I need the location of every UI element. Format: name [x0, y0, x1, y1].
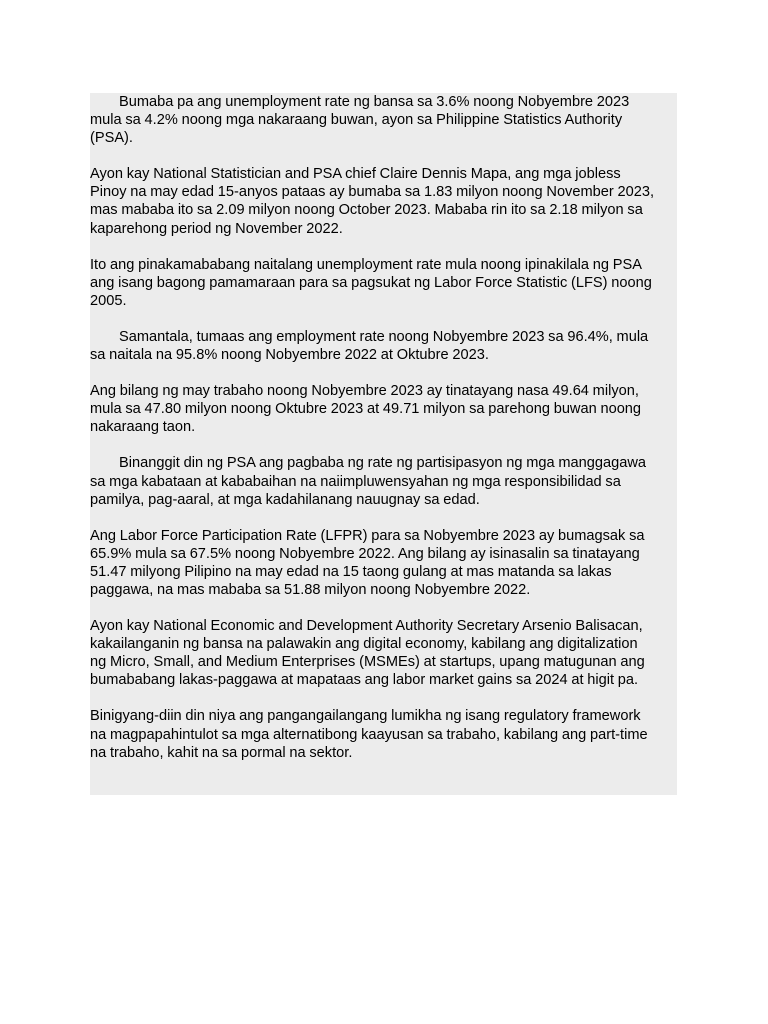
paragraph-line: Samantala, tumaas ang employment rate noong Nobyembre 2023 sa 96.4%, mula — [119, 328, 649, 345]
paragraph-line: ng Micro, Small, and Medium Enterprises (MSMEs) at startups, upang matugunan ang — [90, 654, 645, 671]
paragraph-6 — [90, 454, 677, 508]
paragraph-line: Binigyang-diin din niya ang pangangailangang lumikha ng isang regulatory framework — [90, 708, 641, 725]
paragraph-5 — [90, 382, 677, 436]
paragraph-line: 2005. — [90, 292, 127, 309]
paragraph-line: bumababang lakas-paggawa at mapataas ang labor market gains sa 2024 at higit pa. — [90, 672, 639, 689]
paragraph-line: Ito ang pinakamababang naitalang unemployment rate mula noong ipinakilala ng PSA — [90, 256, 642, 273]
paragraph-line: mas mababa ito sa 2.09 milyon noong October 2023. Mababa rin ito sa 2.18 milyon sa — [90, 202, 643, 219]
paragraph-line: Binanggit din ng PSA ang pagbaba ng rate ng partisipasyon ng mga manggagawa — [119, 455, 647, 472]
paragraph-line: Ayon kay National Statistician and PSA chief Claire Dennis Mapa, ang mga jobless — [90, 166, 621, 183]
paragraph-4 — [90, 328, 677, 364]
paragraph-7 — [90, 527, 677, 599]
paragraph-2 — [90, 165, 677, 237]
paragraph-line: sa naitala na 95.8% noong Nobyembre 2022 at Oktubre 2023. — [90, 347, 489, 364]
paragraph-line: 51.47 milyong Pilipino na may edad na 15 taong gulang at mas matanda sa lakas — [90, 563, 612, 580]
paragraph-line: kaparehong period ng November 2022. — [90, 220, 343, 237]
paragraph-line: 65.9% mula sa 67.5% noong Nobyembre 2022. Ang bilang ay isinasalin sa tinatayang — [90, 545, 640, 562]
paragraph-line: ang isang bagong pamamaraan para sa pagsukat ng Labor Force Statistic (LFS) noong — [90, 274, 652, 291]
paragraph-line: Ayon kay National Economic and Development Authority Secretary Arsenio Balisacan, — [90, 618, 643, 635]
paragraph-line: Bumaba pa ang unemployment rate ng bansa sa 3.6% noong Nobyembre 2023 — [119, 94, 630, 110]
paragraph-line: na magpapahintulot sa mga alternatibong kaayusan sa trabaho, kabilang ang part-time — [90, 726, 648, 743]
paragraph-line: mula sa 47.80 milyon noong Oktubre 2023 at 49.71 milyon sa parehong buwan noong — [90, 401, 642, 418]
paragraph-line: mula sa 4.2% noong mga nakaraang buwan, ayon sa Philippine Statistics Authority — [90, 112, 623, 129]
paragraph-line: (PSA). — [90, 130, 133, 147]
paragraph-3 — [90, 256, 677, 310]
paragraph-line: Pinoy na may edad 15-anyos pataas ay bumaba sa 1.83 milyon noong November 2023, — [90, 184, 654, 201]
paragraph-1 — [90, 93, 677, 147]
paragraph-line: sa mga kabataan at kababaihan na naiimpluwensyahan ng mga responsibilidad sa — [90, 473, 621, 490]
paragraph-8 — [90, 617, 677, 689]
paragraph-line: kakailanganin ng bansa na palawakin ang digital economy, kabilang ang digitalization — [90, 636, 638, 653]
paragraph-line: Ang bilang ng may trabaho noong Nobyembre 2023 ay tinatayang nasa 49.64 milyon, — [90, 383, 639, 400]
document-text-block — [90, 93, 677, 795]
paragraph-line: paggawa, na mas mababa sa 51.88 milyon noong Nobyembre 2022. — [90, 581, 531, 598]
paragraph-line: nakaraang taon. — [90, 419, 196, 436]
paragraph-line: Ang Labor Force Participation Rate (LFPR) para sa Nobyembre 2023 ay bumagsak sa — [90, 527, 645, 544]
paragraph-line: na trabaho, kahit na sa pormal na sektor. — [90, 744, 353, 761]
paragraph-line: pamilya, pag-aaral, at mga kadahilanang nauugnay sa edad. — [90, 491, 480, 508]
paragraph-9 — [90, 707, 677, 761]
